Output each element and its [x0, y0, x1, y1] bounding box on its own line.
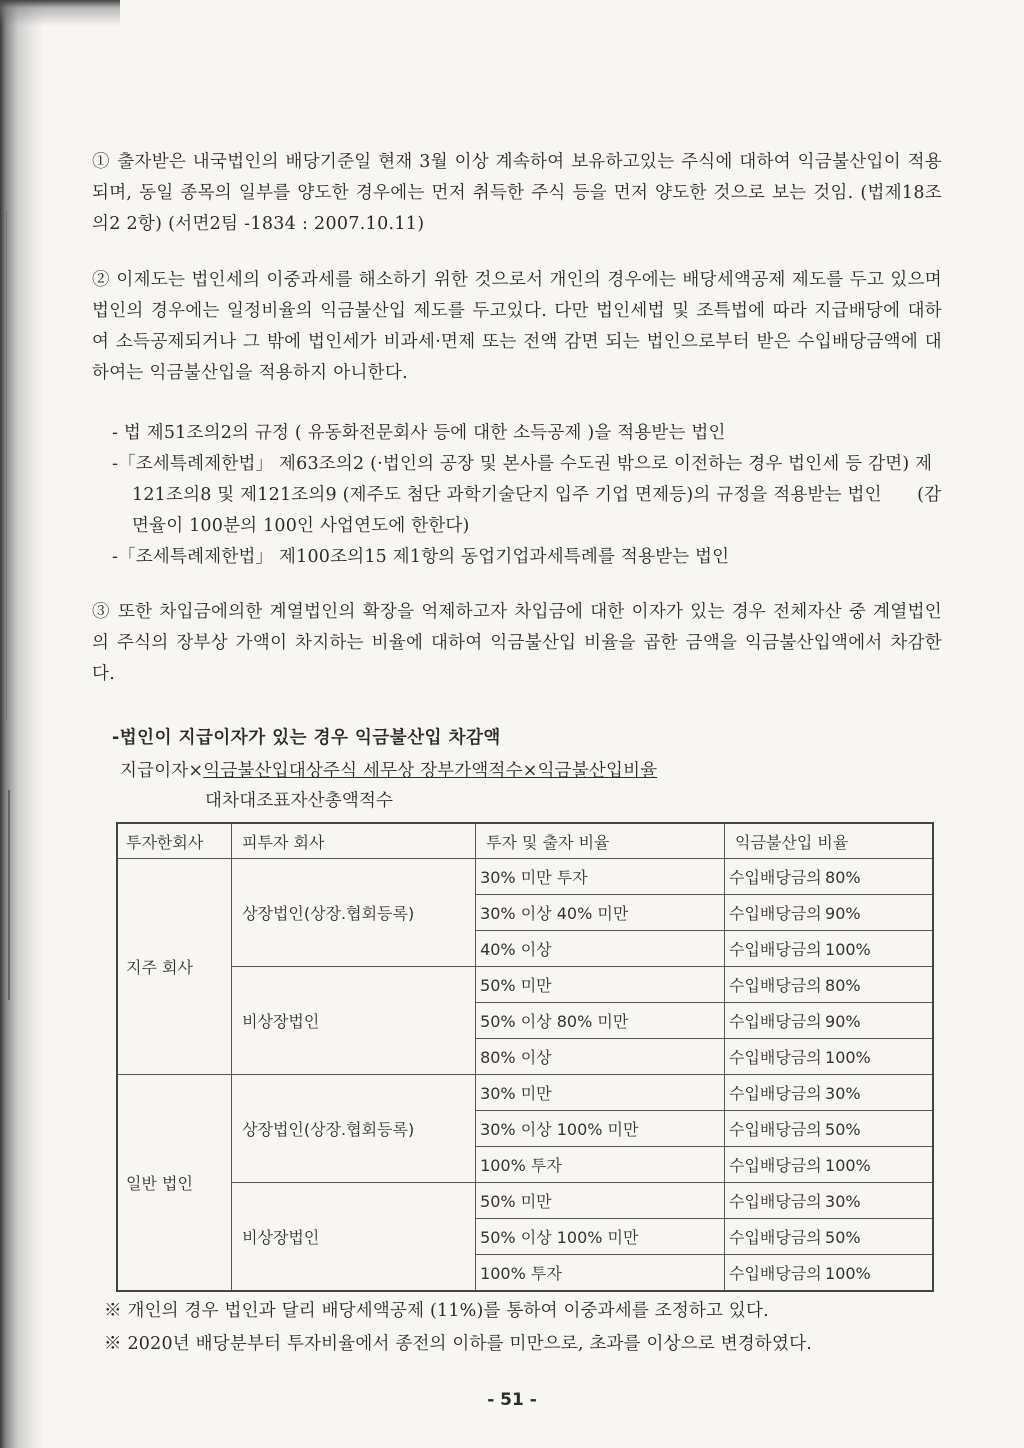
exclusion-cell — [725, 1255, 933, 1292]
exclusion-cell — [725, 1003, 933, 1039]
exclusion-label: 수입배당금의 — [729, 1192, 822, 1211]
exclusion-cell — [725, 1183, 933, 1219]
exclusion-cell — [725, 931, 933, 967]
column-header: 투자 및 출자 비율 — [476, 823, 725, 859]
investee-cell: 비상장법인 — [232, 1183, 476, 1292]
formula-prefix: 지급이자× — [120, 761, 204, 781]
dividend-exclusion-table — [116, 822, 934, 1292]
exclusion-label: 수입배당금의 — [729, 1264, 822, 1283]
ratio-cell: 50% 이상 100% 미만 — [476, 1219, 725, 1255]
paragraph-2 — [92, 265, 942, 389]
investor-cell: 일반 법인 — [117, 1075, 232, 1292]
investee-cell: 상장법인(상장.협회등록) — [232, 859, 476, 967]
exclusion-pct: 80% — [825, 976, 861, 995]
ratio-cell: 80% 이상 — [476, 1039, 725, 1075]
formula-numerator-text: 익금불산입대상주식 세무상 장부가액적수×익금불산입비율 — [203, 761, 658, 781]
ratio-cell: 50% 미만 — [476, 967, 725, 1003]
footnote: ※ 2020년 배당분부터 투자비율에서 종전의 이하를 미만으로, 초과를 이상으로 변경하였다. — [104, 1334, 812, 1354]
exclusion-pct: 100% — [825, 940, 871, 959]
column-header: 익금불산입 비율 — [725, 823, 933, 859]
exclusion-label: 수입배당금의 — [729, 1084, 822, 1103]
paragraph-text: ② 이제도는 법인세의 이중과세를 해소하기 위한 것으로서 개인의 경우에는 배당세액공제 제도를 두고 있으며 법인의 경우에는 일정비율의 익금불산입 제도를 두고있다. 다만 법인세법 및 조특법에 따라 지급배당에 대하여 소득공제되거나 그 밖에 법인세가 비과세·면제 또는 전액 감면 되는 법인으로부터 받은 수입배당금액에 대하여는 익금불산입을 적용하지 아니한다. — [92, 270, 942, 383]
exclusion-cell — [725, 1075, 933, 1111]
exclusion-cell — [725, 1219, 933, 1255]
column-header: 투자한회사 — [117, 823, 232, 859]
exclusion-label: 수입배당금의 — [729, 1048, 822, 1067]
exclusion-label: 수입배당금의 — [729, 1156, 822, 1175]
ratio-cell: 50% 이상 80% 미만 — [476, 1003, 725, 1039]
exclusion-pct: 100% — [825, 1264, 871, 1283]
page-corner-shadow — [0, 0, 120, 30]
exclusion-label: 수입배당금의 — [729, 1012, 822, 1031]
footnote: ※ 개인의 경우 법인과 달리 배당세액공제 (11%)를 통하여 이중과세를 조정하고 있다. — [104, 1301, 769, 1321]
exclusion-cell — [725, 1039, 933, 1075]
exclusion-pct: 30% — [825, 1084, 861, 1103]
ratio-cell: 30% 이상 100% 미만 — [476, 1111, 725, 1147]
margin-mark — [6, 210, 7, 720]
formula-denominator: 대차대조표자산총액적수 — [205, 791, 394, 811]
list-item: - 법 제51조의2의 규정 ( 유동화전문회사 등에 대한 소득공제 )을 적용받는 법인 — [112, 423, 726, 443]
page-number: - 51 - — [487, 1390, 537, 1410]
exclusion-pct: 30% — [825, 1192, 861, 1211]
exclusion-cell — [725, 1147, 933, 1183]
paragraph-3 — [92, 597, 942, 690]
formula-numerator — [120, 757, 657, 782]
exclusion-label: 수입배당금의 — [729, 1228, 822, 1247]
footnotes — [104, 1295, 954, 1361]
ratio-cell: 30% 이상 40% 미만 — [476, 895, 725, 931]
ratio-cell: 50% 미만 — [476, 1183, 725, 1219]
exclusion-pct: 90% — [825, 904, 861, 923]
ratio-cell: 100% 투자 — [476, 1255, 725, 1292]
exclusion-pct: 90% — [825, 1012, 861, 1031]
list-item: -「조세특례제한법」 제100조의15 제1항의 동업기업과세특례를 적용받는 법인 — [112, 547, 730, 567]
exclusion-label: 수입배당금의 — [729, 1120, 822, 1139]
paragraph-text: ③ 또한 차입금에의한 계열법인의 확장을 억제하고자 차입금에 대한 이자가 있는 경우 전체자산 중 계열법인의 주식의 장부상 가액이 차지하는 비율에 대하여 익금불산입 비율을 곱한 금액을 익금불산입액에서 차감한다. — [92, 602, 942, 684]
exclusion-pct: 100% — [825, 1156, 871, 1175]
ratio-cell: 40% 이상 — [476, 931, 725, 967]
table-row — [117, 967, 933, 1003]
exclusion-label: 수입배당금의 — [729, 940, 822, 959]
list-item: -「조세특례제한법」 제63조의2 (·법인의 공장 및 본사를 수도권 밖으로 이전하는 경우 법인세 등 감면) 제121조의8 및 제121조의9 (제주도 첨단 과학기술단지 입주 기업 면제등)의 규정을 적용받는 법인 (감면율이 100분의 100인 사업연도에 한한다) — [112, 454, 942, 536]
column-header: 피투자 회사 — [232, 823, 476, 859]
paragraph-1 — [92, 147, 942, 240]
investee-cell: 상장법인(상장.협회등록) — [232, 1075, 476, 1183]
exception-list — [112, 418, 942, 573]
exclusion-label: 수입배당금의 — [729, 904, 822, 923]
exclusion-pct: 80% — [825, 868, 861, 887]
exclusion-cell — [725, 895, 933, 931]
investor-cell: 지주 회사 — [117, 859, 232, 1075]
margin-mark — [8, 790, 10, 1000]
exclusion-label: 수입배당금의 — [729, 976, 822, 995]
exclusion-pct: 50% — [825, 1120, 861, 1139]
paragraph-text: ① 출자받은 내국법인의 배당기준일 현재 3월 이상 계속하여 보유하고있는 주식에 대하여 익금불산입이 적용되며, 동일 종목의 일부를 양도한 경우에는 먼저 취득한 주식 등을 먼저 양도한 것으로 보는 것임. (법제18조의2 2항) (서면2팀 -1834 : 2007.10.11) — [92, 152, 942, 234]
exclusion-pct: 100% — [825, 1048, 871, 1067]
exclusion-cell — [725, 967, 933, 1003]
table-row — [117, 1183, 933, 1219]
formula-title: -법인이 지급이자가 있는 경우 익금불산입 차감액 — [112, 728, 501, 748]
investee-cell: 비상장법인 — [232, 967, 476, 1075]
exclusion-pct: 50% — [825, 1228, 861, 1247]
exclusion-label: 수입배당금의 — [729, 868, 822, 887]
exclusion-cell — [725, 1111, 933, 1147]
ratio-cell: 30% 미만 — [476, 1075, 725, 1111]
table-row — [117, 859, 933, 895]
ratio-cell: 100% 투자 — [476, 1147, 725, 1183]
table-row — [117, 1075, 933, 1111]
exclusion-cell — [725, 859, 933, 895]
table-header-row — [117, 823, 933, 859]
ratio-cell: 30% 미만 투자 — [476, 859, 725, 895]
